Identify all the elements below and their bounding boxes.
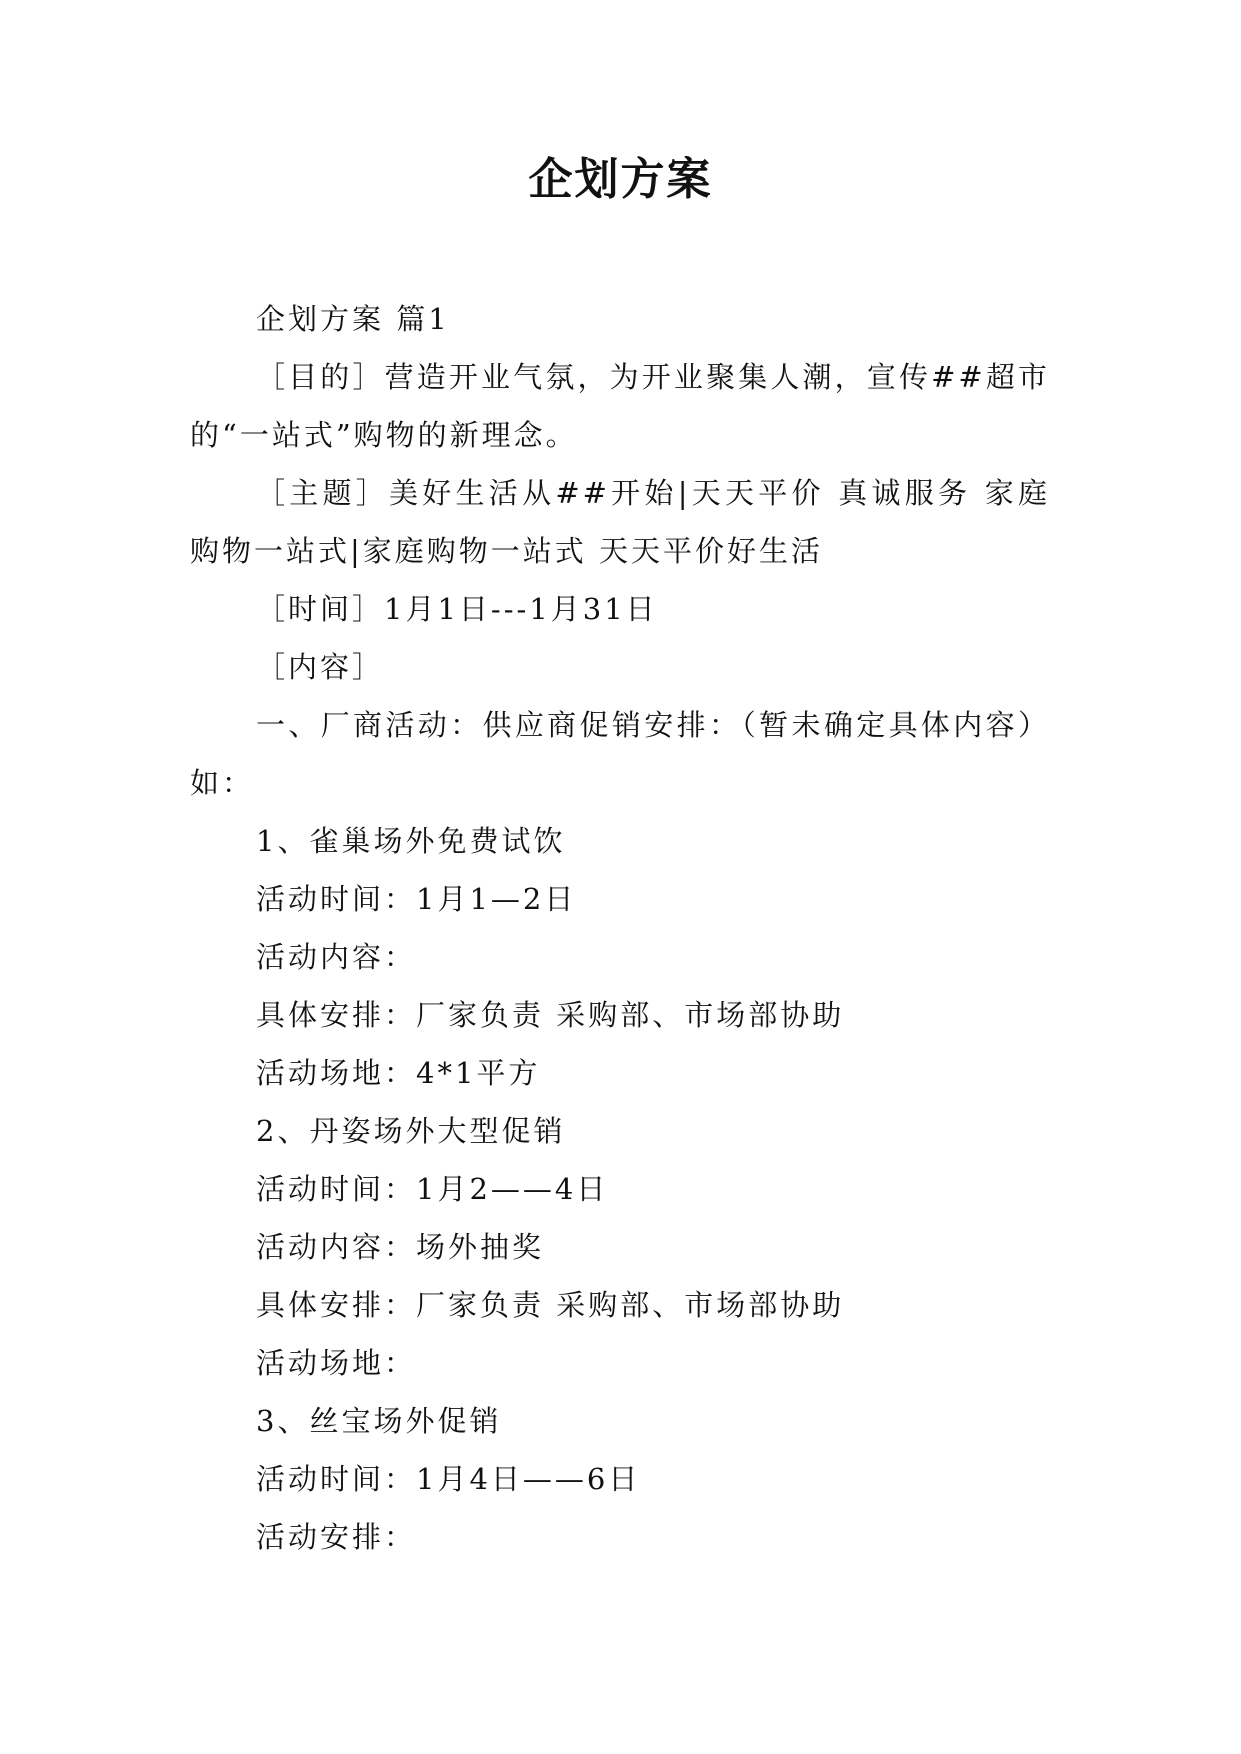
activity-3-time: 活动时间：1月4日——6日 (256, 1462, 641, 1496)
time-paragraph: ［时间］1月1日---1月31日 (256, 592, 658, 626)
activity-2-arrangement: 具体安排：厂家负责 采购部、市场部协助 (256, 1288, 845, 1322)
activity-2-time: 活动时间：1月2——4日 (256, 1172, 609, 1206)
theme-paragraph: ［主题］美好生活从##开始|天天平价 真诚服务 家庭购物一站式|家庭购物一站式 天天平价好生活 (190, 476, 1050, 568)
activity-1-venue: 活动场地：4*1平方 (256, 1056, 541, 1090)
activity-1-arrangement: 具体安排：厂家负责 采购部、市场部协助 (256, 998, 845, 1032)
section-heading: 企划方案 篇1 (256, 302, 450, 336)
activity-2-title: 2、丹姿场外大型促销 (256, 1114, 566, 1148)
activity-1-time: 活动时间：1月1—2日 (256, 882, 577, 916)
activity-3-arrangement: 活动安排： (256, 1520, 417, 1554)
document-body (190, 290, 1050, 1566)
content-heading: ［内容］ (256, 650, 385, 684)
activity-2-venue: 活动场地： (256, 1346, 417, 1380)
activity-3-title: 3、丝宝场外促销 (256, 1404, 502, 1438)
document-title: 企划方案 (528, 154, 713, 205)
activity-1-title: 1、雀巢场外免费试饮 (256, 824, 566, 858)
purpose-paragraph: ［目的］营造开业气氛，为开业聚集人潮，宣传##超市的“一站式”购物的新理念。 (190, 360, 1050, 452)
vendor-activities-paragraph: 一、厂商活动：供应商促销安排：（暂未确定具体内容）如： (190, 708, 1050, 800)
activity-2-content: 活动内容：场外抽奖 (256, 1230, 545, 1264)
activity-1-content: 活动内容： (256, 940, 417, 974)
